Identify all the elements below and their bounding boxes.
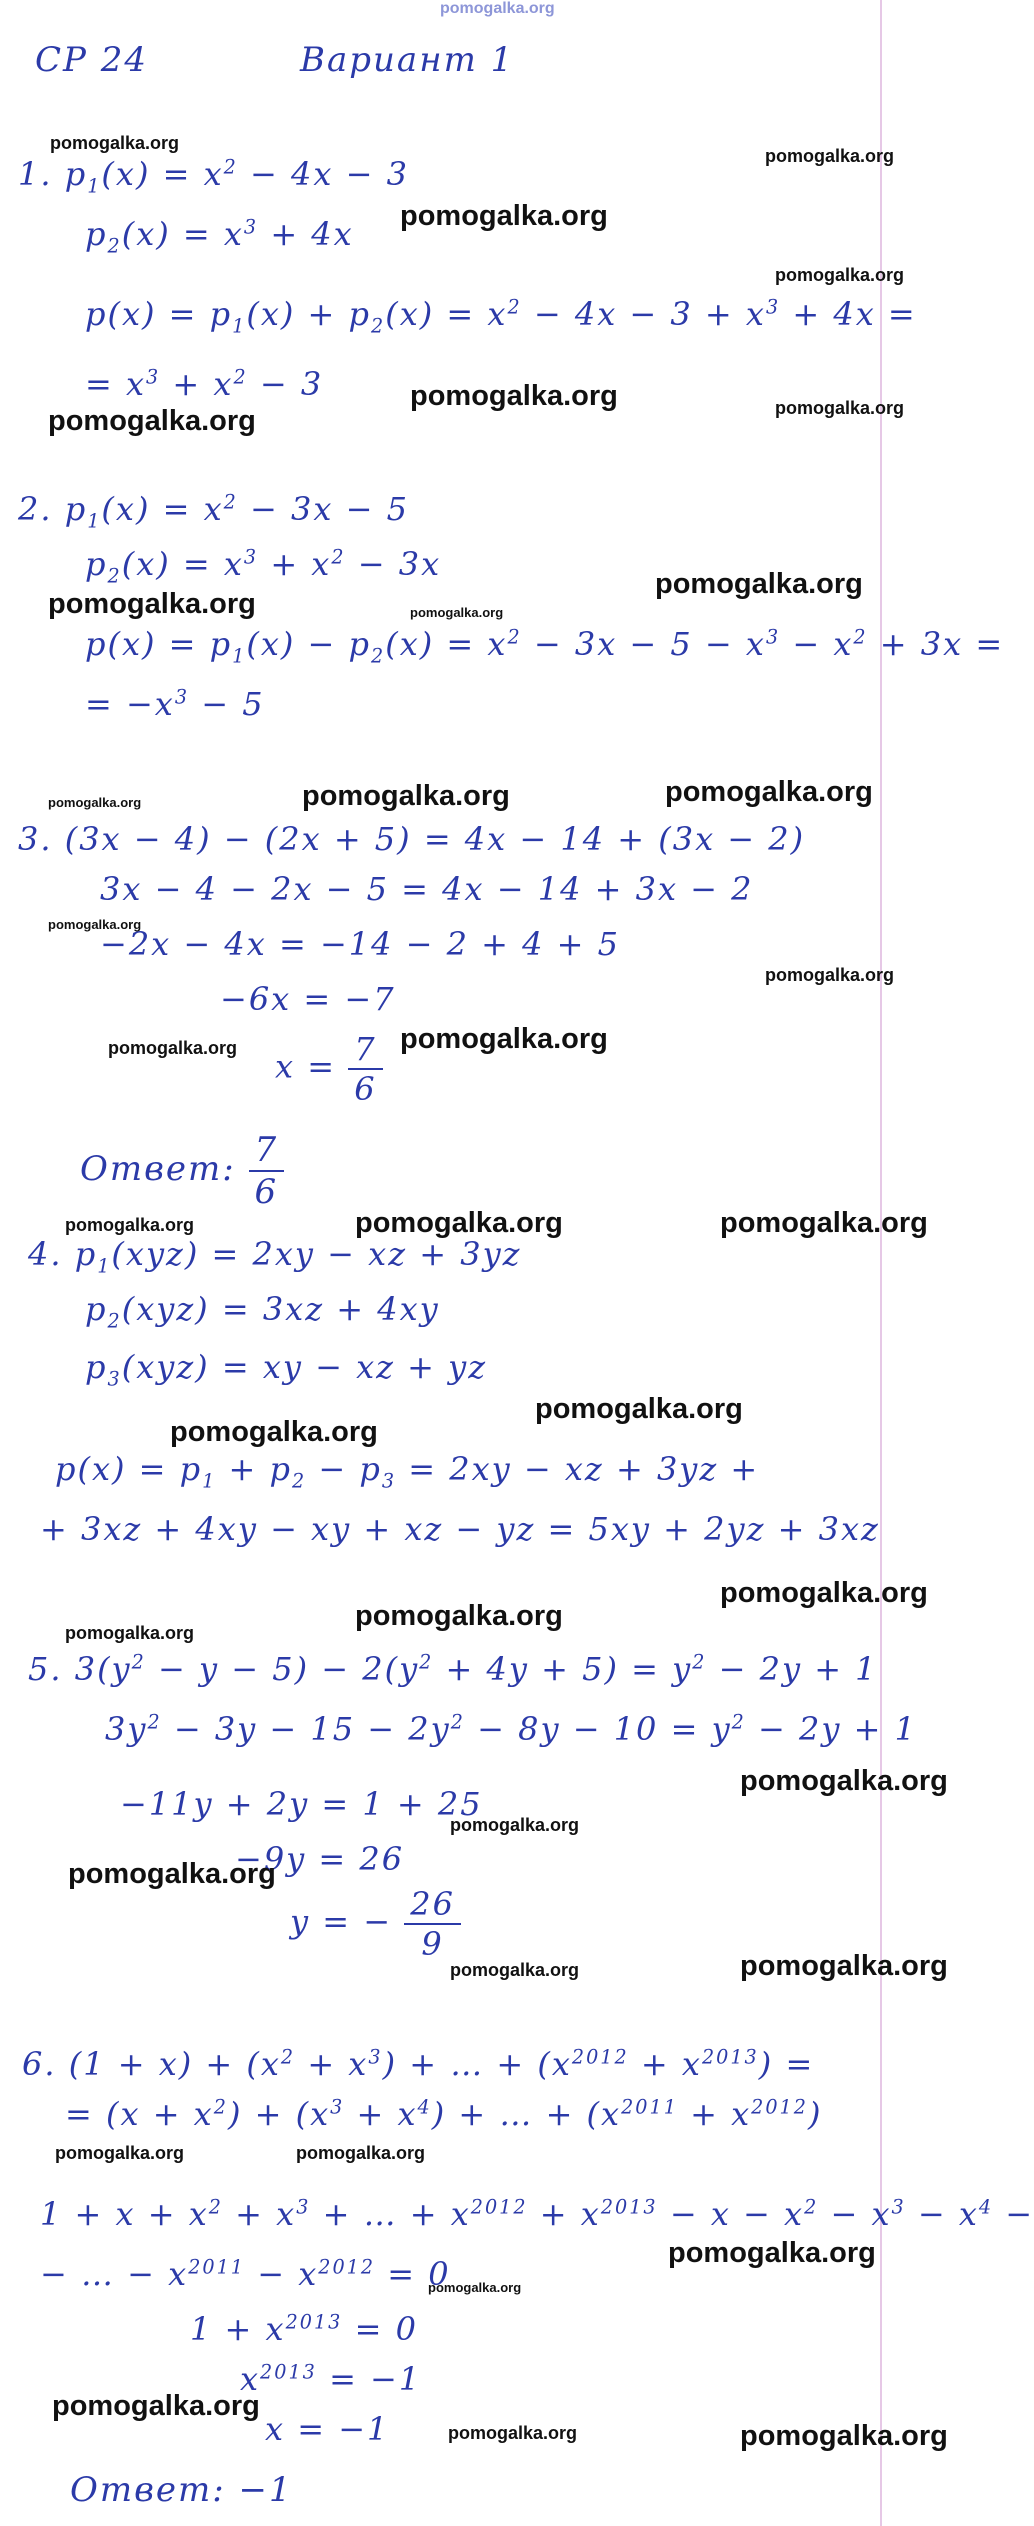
watermark: pomogalka.org: [765, 146, 895, 166]
fraction: $\frac{26}{9}$: [404, 1885, 461, 1963]
watermark: pomogalka.org: [720, 1207, 928, 1239]
watermark: pomogalka.org: [410, 380, 618, 412]
p6-line5: $1 + x^{2013} = 0$: [190, 2310, 418, 2348]
p4-line1: 4. $p_1(xyz) = 2xy$ − xz + 3yz: [28, 1235, 522, 1278]
p6-line2: = $(x + x^2) + (x^3 + x^4)$ + … + $(x^{2011} + x^{2012})$: [65, 2095, 823, 2133]
p3-line4: −6x = −7: [220, 980, 396, 1018]
watermark: pomogalka.org: [65, 1623, 195, 1643]
watermark: pomogalka.org: [720, 1577, 928, 1609]
watermark: pomogalka.org: [535, 1393, 743, 1425]
p6-line7: x = −1: [265, 2410, 390, 2448]
watermark: pomogalka.org: [740, 1765, 948, 1797]
watermark: pomogalka.org: [65, 1215, 195, 1235]
watermark: pomogalka.org: [400, 1023, 608, 1055]
watermark: pomogalka.org: [302, 780, 510, 812]
p6-line4: − … − $x^{2011} - x^{2012} = 0$: [40, 2255, 451, 2293]
watermark: pomogalka.org: [52, 2390, 260, 2422]
p4-line4: $p(x) = p_1 + p_2 - p_3 = 2xy$ − xz + 3yz +: [55, 1450, 760, 1493]
watermark: pomogalka.org: [170, 1416, 378, 1448]
p4-line3: $p_3(xyz)$ = xy − xz + yz: [85, 1348, 488, 1391]
watermark: pomogalka.org: [775, 265, 905, 285]
p2-line4: = $-x^3 - 5$: [85, 685, 265, 723]
watermark: pomogalka.org: [765, 965, 895, 985]
p2-line2: $p_2(x) = x^3 + x^2 - 3x$: [85, 545, 442, 588]
page-margin-line: [880, 0, 882, 2526]
p6-line3: $1 + x + x^2 + x^3$ + … + $x^{2012} + x^{2013} - x - x^2 - x^3 - x^4$ −: [40, 2195, 1034, 2233]
p5-line5: y = − $\frac{26}{9}$: [290, 1885, 461, 1963]
p3-line5: x = $\frac{7}{6}$: [275, 1030, 383, 1108]
watermark: pomogalka.org: [665, 776, 873, 808]
watermark: pomogalka.org: [668, 2237, 876, 2269]
watermark: pomogalka.org: [355, 1600, 563, 1632]
watermark: pomogalka.org: [48, 405, 256, 437]
p1-line2: $p_2(x) = x^3 + 4x$: [85, 215, 354, 258]
p6-line6: $x^{2013} = -1$: [240, 2360, 422, 2398]
answer-fraction: $\frac{7}{6}$: [249, 1130, 285, 1212]
watermark: pomogalka.org: [740, 1950, 948, 1982]
watermark: pomogalka.org: [410, 605, 504, 620]
p3-answer: Ответ: $\frac{7}{6}$: [80, 1130, 284, 1212]
watermark: pomogalka.org: [655, 568, 863, 600]
p6-answer: Ответ: −1: [70, 2470, 293, 2510]
watermark: pomogalka.org: [450, 1815, 580, 1835]
watermark: pomogalka.org: [48, 588, 256, 620]
watermark: pomogalka.org: [50, 133, 180, 153]
p5-line1: 5. $3(y^2 - y - 5) - 2(y^2 + 4y + 5) = y^2 - 2y + 1$: [28, 1650, 878, 1688]
watermark: pomogalka.org: [740, 2420, 948, 2452]
fraction: $\frac{7}{6}$: [348, 1030, 382, 1108]
watermark: pomogalka.org: [448, 2423, 578, 2443]
p5-line4: −9y = 26: [235, 1840, 405, 1878]
p3-line3: −2x − 4x = −14 − 2 + 4 + 5: [100, 925, 621, 963]
watermark: pomogalka.org: [48, 917, 142, 932]
watermark: pomogalka.org: [775, 398, 905, 418]
p6-line1: 6. $(1 + x) + (x^2 + x^3)$ + … + $(x^{2012} + x^{2013})$ =: [22, 2045, 815, 2083]
watermark: pomogalka.org: [355, 1207, 563, 1239]
p5-line3: −11y + 2y = 1 + 25: [120, 1785, 483, 1823]
watermark: pomogalka.org: [68, 1858, 276, 1890]
watermark: pomogalka.org: [428, 2280, 522, 2295]
p5-line2: $3y^2 - 3y - 15 - 2y^2 - 8y - 10 = y^2 - 2y + 1$: [105, 1710, 917, 1748]
p3-line1: 3. (3x − 4) − (2x + 5) = 4x − 14 + (3x − 2): [18, 820, 806, 858]
p1-line4: = $x^3 + x^2 - 3$: [85, 365, 324, 403]
watermark-top: pomogalka.org: [440, 0, 555, 17]
p4-line5: + 3xz + 4xy − xy + xz − yz = 5xy + 2yz + 3xz: [40, 1510, 880, 1548]
watermark: pomogalka.org: [296, 2143, 426, 2163]
p1-line3: $p(x) = p_1(x) + p_2(x) = x^2 - 4x - 3 + x^3 + 4x$ =: [85, 295, 917, 338]
p3-line2: 3x − 4 − 2x − 5 = 4x − 14 + 3x − 2: [100, 870, 754, 908]
p2-line1: 2. $p_1(x) = x^2 - 3x - 5$: [18, 490, 409, 533]
header-variant: Вариант 1: [300, 40, 515, 80]
watermark: pomogalka.org: [108, 1038, 238, 1058]
p4-line2: $p_2(xyz) = 3xz + 4xy$: [85, 1290, 440, 1333]
header-code: СР 24: [35, 40, 148, 80]
p2-line3: $p(x) = p_1(x) - p_2(x) = x^2 - 3x - 5 - x^3 - x^2 + 3x$ =: [85, 625, 1005, 668]
p1-line1: 1. $p_1(x) = x^2 - 4x - 3$: [18, 155, 409, 198]
watermark: pomogalka.org: [55, 2143, 185, 2163]
watermark: pomogalka.org: [48, 795, 142, 810]
watermark: pomogalka.org: [400, 200, 608, 232]
watermark: pomogalka.org: [450, 1960, 580, 1980]
